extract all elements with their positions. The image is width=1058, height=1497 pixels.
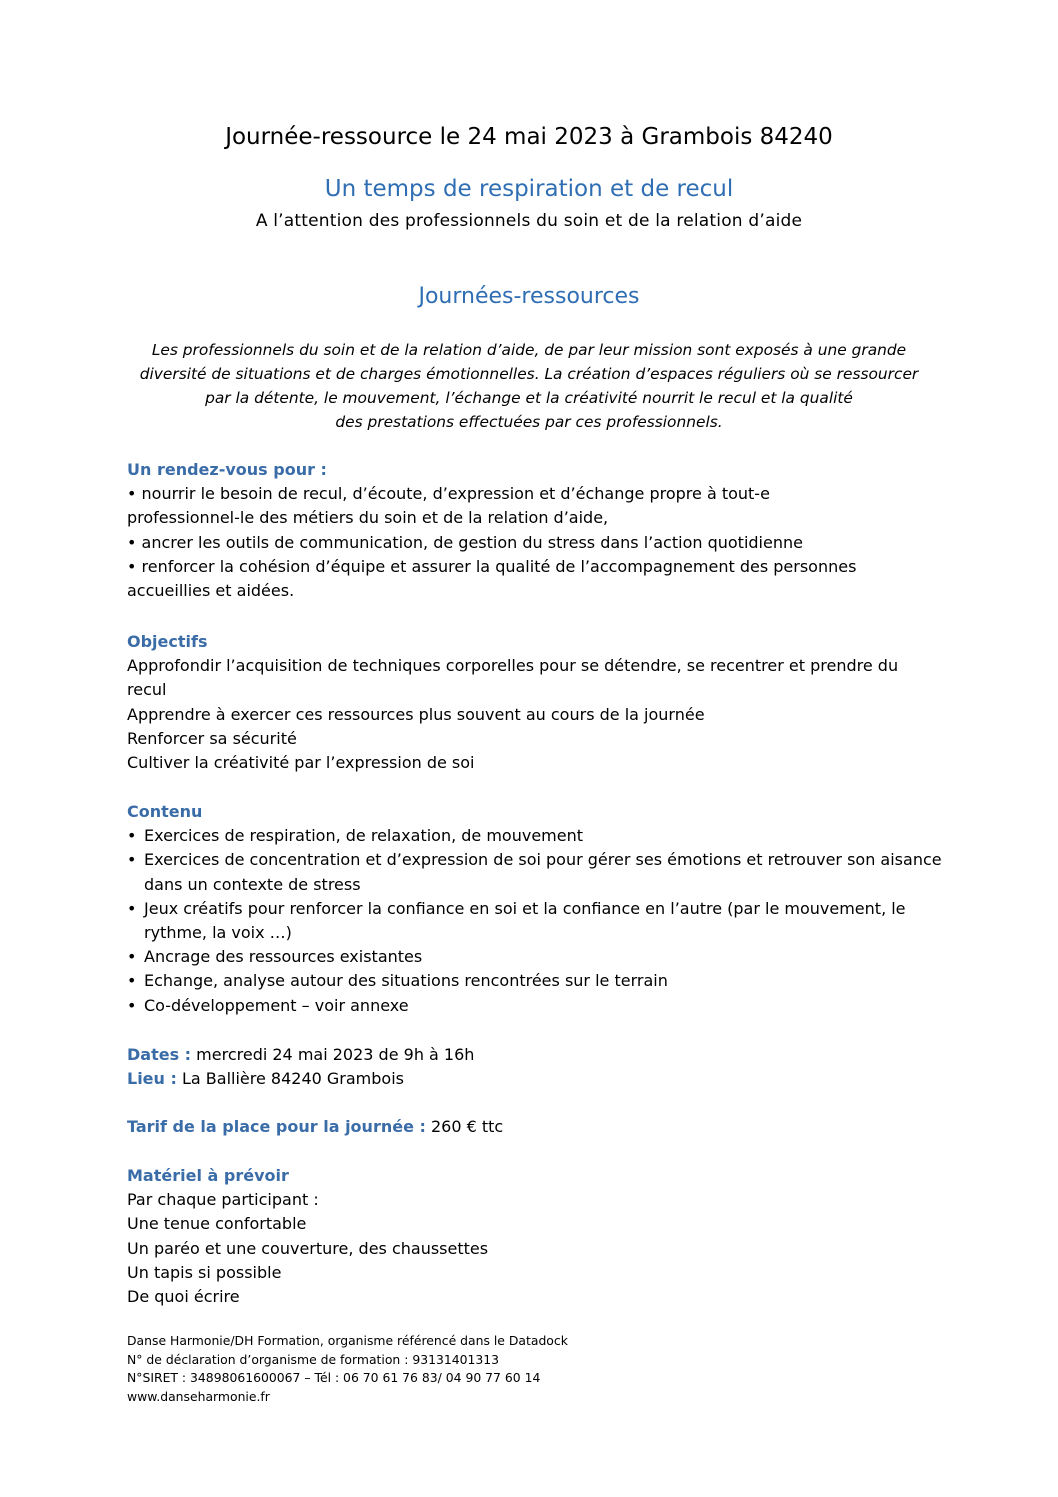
objectif-line: Cultiver la créativité par l’expression de soi [127, 753, 475, 773]
intro-line: par la détente, le mouvement, l’échange et la créativité nourrit le recul et la qualité [205, 389, 853, 407]
materiel-line: Un tapis si possible [127, 1262, 282, 1282]
rdv-line: • ancrer les outils de communication, de gestion du stress dans l’action quotidienne [127, 532, 803, 552]
dates-value: mercredi 24 mai 2023 de 9h à 16h [191, 1045, 475, 1064]
footer-line: Danse Harmonie/DH Formation, organisme référencé dans le Datadock [127, 1333, 568, 1348]
objectifs-section [127, 630, 957, 775]
objectif-line: recul [127, 680, 167, 700]
list-item: • Jeux créatifs pour renforcer la confiance en soi et la confiance en l’autre (par le mouvement, le rythme, la voix …) [127, 897, 957, 945]
contenu-section [127, 800, 957, 1018]
materiel-heading: Matériel à prévoir [127, 1166, 289, 1185]
materiel-line: De quoi écrire [127, 1287, 240, 1307]
page-title: Journée-ressource le 24 mai 2023 à Grambois 84240 [225, 124, 833, 150]
dates-line [127, 1043, 957, 1067]
footer [127, 1332, 827, 1406]
rdv-line: accueillies et aidées. [127, 581, 295, 601]
tarif-line [127, 1115, 957, 1139]
rdv-section [127, 458, 957, 603]
intro-line: Les professionnels du soin et de la relation d’aide, de par leur mission sont exposés à une grande [151, 341, 907, 359]
intro-line: des prestations effectuées par ces professionnels. [335, 413, 723, 431]
intro-paragraph [120, 338, 938, 434]
page-subtitle: Un temps de respiration et de recul [324, 176, 734, 202]
materiel-section [127, 1164, 957, 1309]
lieu-value: La Ballière 84240 Grambois [176, 1069, 404, 1089]
contenu-heading: Contenu [127, 802, 203, 821]
objectifs-heading: Objectifs [127, 632, 208, 651]
footer-line: N° de déclaration d’organisme de formation : 93131401313 [127, 1351, 500, 1367]
rdv-line: professionnel-le des métiers du soin et de la relation d’aide, [127, 508, 609, 528]
contenu-list [127, 824, 957, 1018]
tarif-value: 260 € ttc [425, 1117, 504, 1136]
objectif-line: Renforcer sa sécurité [127, 728, 297, 748]
list-item: • Exercices de respiration, de relaxation, de mouvement [127, 824, 957, 848]
lieu-label: Lieu : [127, 1069, 177, 1089]
section-title: Journées-ressources [418, 284, 640, 309]
lieu-line [127, 1067, 957, 1091]
list-item: • Exercices de concentration et d’expression de soi pour gérer ses émotions et retrouver son aisance dans un contexte de stress [127, 848, 957, 896]
footer-link[interactable]: www.danseharmonie.fr [127, 1388, 270, 1404]
rdv-line: • nourrir le besoin de recul, d’écoute, d’expression et d’échange propre à tout-e [127, 484, 770, 504]
materiel-line: Un paréo et une couverture, des chaussettes [127, 1238, 489, 1258]
tarif-section [127, 1115, 957, 1139]
objectif-line: Approfondir l’acquisition de techniques corporelles pour se détendre, se recentrer et prendre du [127, 656, 899, 676]
materiel-line: Une tenue confortable [127, 1214, 307, 1234]
rdv-line: • renforcer la cohésion d’équipe et assurer la qualité de l’accompagnement des personnes [127, 556, 857, 576]
objectif-line: Apprendre à exercer ces ressources plus souvent au cours de la journée [127, 704, 705, 724]
intro-line: diversité de situations et de charges émotionnelles. La création d’espaces réguliers où se ressourcer [139, 365, 919, 383]
list-item: • Echange, analyse autour des situations rencontrées sur le terrain [127, 969, 957, 993]
materiel-line: Par chaque participant : [127, 1190, 319, 1210]
tarif-label: Tarif de la place pour la journée : [127, 1117, 426, 1136]
dates-lieu-section [127, 1043, 957, 1091]
footer-line: N°SIRET : 34898061600067 – Tél : 06 70 61 76 83/ 04 90 77 60 14 [127, 1370, 541, 1386]
audience-line: A l’attention des professionnels du soin et de la relation d’aide [255, 211, 803, 231]
list-item: • Ancrage des ressources existantes [127, 945, 957, 969]
rdv-heading: Un rendez-vous pour : [127, 460, 327, 479]
list-item: • Co-développement – voir annexe [127, 994, 957, 1018]
dates-label: Dates : [127, 1045, 192, 1064]
